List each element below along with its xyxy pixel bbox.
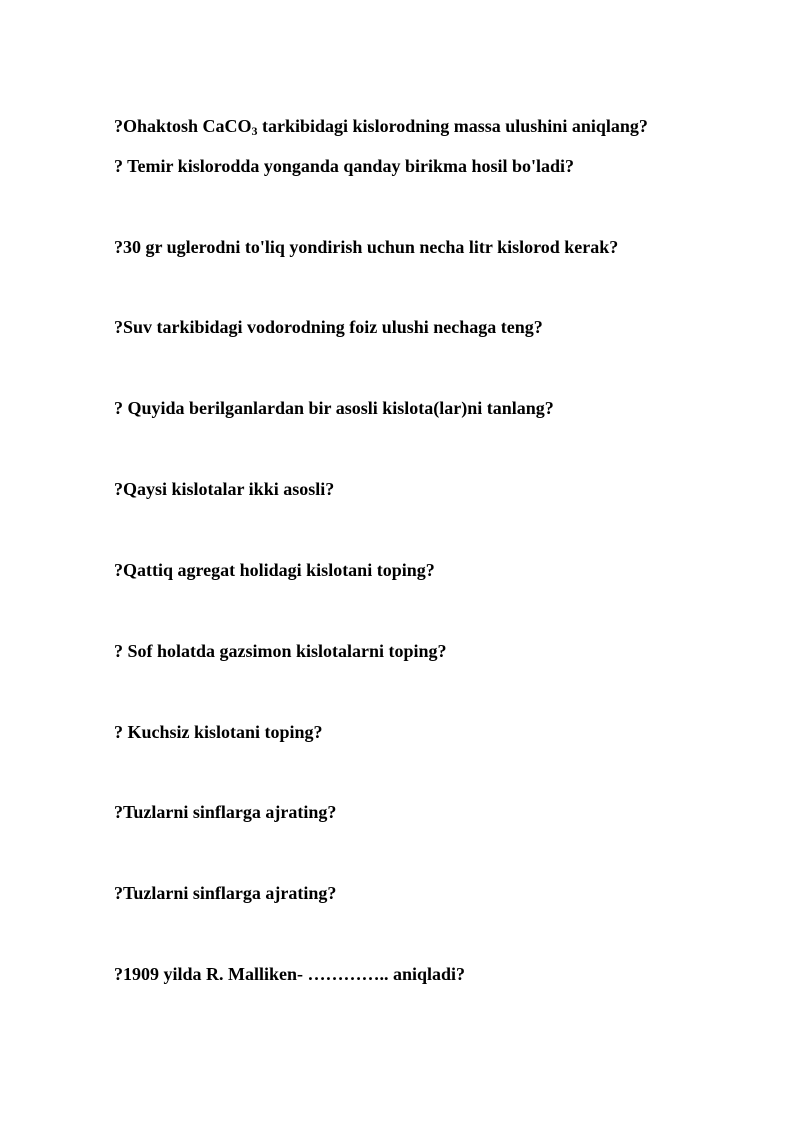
question-4: ?Suv tarkibidagi vodorodning foiz ulushi nechaga teng?	[114, 317, 543, 337]
question-2: ? Temir kislorodda yonganda qanday birikma hosil bo'ladi?	[114, 156, 574, 176]
question-9: ? Kuchsiz kislotani toping?	[114, 722, 323, 742]
question-5: ? Quyida berilganlardan bir asosli kislota(lar)ni tanlang?	[114, 398, 554, 418]
question-6: ?Qaysi kislotalar ikki asosli?	[114, 479, 335, 499]
question-11: ?Tuzlarni sinflarga ajrating?	[114, 883, 337, 903]
question-8: ? Sof holatda gazsimon kislotalarni toping?	[114, 641, 447, 661]
question-1-text-end: tarkibidagi kislorodning massa ulushini aniqlang?	[257, 116, 648, 136]
question-7: ?Qattiq agregat holidagi kislotani toping?	[114, 560, 435, 580]
question-10: ?Tuzlarni sinflarga ajrating?	[114, 802, 337, 822]
question-12: ?1909 yilda R. Malliken- ………….. aniqladi?	[114, 964, 466, 984]
question-3: ?30 gr uglerodni to'liq yondirish uchun necha litr kislorod kerak?	[114, 237, 619, 257]
question-1-subscript: 3	[251, 124, 258, 138]
question-1	[114, 115, 648, 137]
question-1-text-start: ?Ohaktosh CaCO	[114, 116, 252, 136]
